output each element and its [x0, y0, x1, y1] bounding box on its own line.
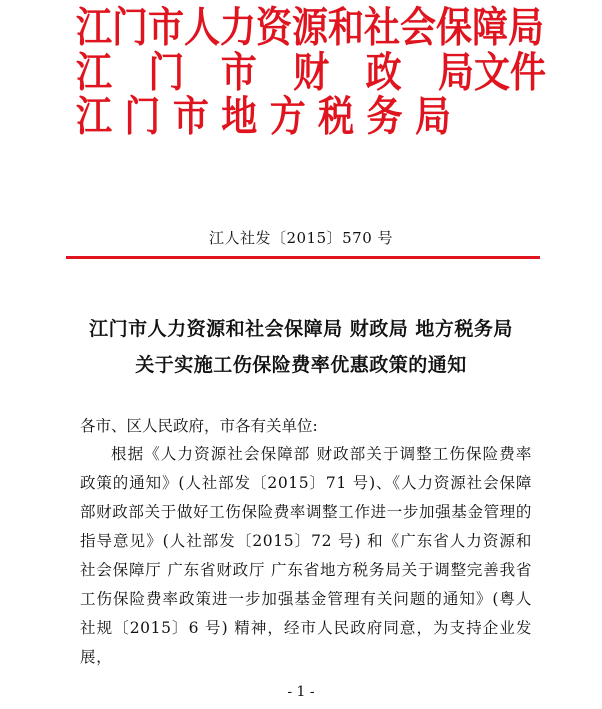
org2-char: 财: [293, 49, 330, 97]
body-paragraph: 根据《人力资源社会保障部 财政部关于调整工伤保险费率政策的通知》(人社部发〔2015〕71 号)、《人力资源社会保障部财政部关于做好工伤保险费率调整工作进一步加强基金管理的指导意见》(人社部发〔2015〕72 号) 和《广东省人力资源和社会保障厅 广东省财政厅 广东省地方税务局关于调整完善我省工伤保险费率政策进一步加强基金管理有关问题的通知》(粤人社规〔2015〕6 号) 精神，经市人民政府同意，为支持企业发展，: [80, 445, 532, 666]
header-divider: [66, 256, 540, 259]
issuing-org-tax: [76, 93, 451, 141]
issuing-org-finance-file: [76, 49, 546, 97]
org2-char: 江: [76, 49, 113, 97]
org3-char: 方: [269, 93, 306, 141]
org3-char: 税: [318, 93, 355, 141]
org3-char: 地: [221, 93, 258, 141]
org3-char: 务: [366, 93, 403, 141]
org3-char: 局: [414, 93, 451, 141]
org3-char: 市: [172, 93, 209, 141]
salutation: 各市、区人民政府，市各有关单位:: [80, 417, 318, 435]
document-title-line-2: 关于实施工伤保险费率优惠政策的通知: [135, 354, 467, 376]
issuing-org-hrss: 江门市人力资源和社会保障局: [76, 4, 545, 53]
org3-char: 门: [124, 93, 161, 141]
page-number: - 1 -: [287, 684, 315, 700]
org2-char: 门: [148, 49, 185, 97]
org2-char: 政: [365, 49, 402, 97]
org2-char: 市: [220, 49, 257, 97]
document-number: 江人社发〔2015〕570 号: [208, 229, 394, 247]
org3-char: 江: [76, 93, 113, 141]
document-title-line-1: 江门市人力资源和社会保障局 财政局 地方税务局: [89, 318, 513, 340]
org2-char: 局文件: [437, 49, 546, 97]
